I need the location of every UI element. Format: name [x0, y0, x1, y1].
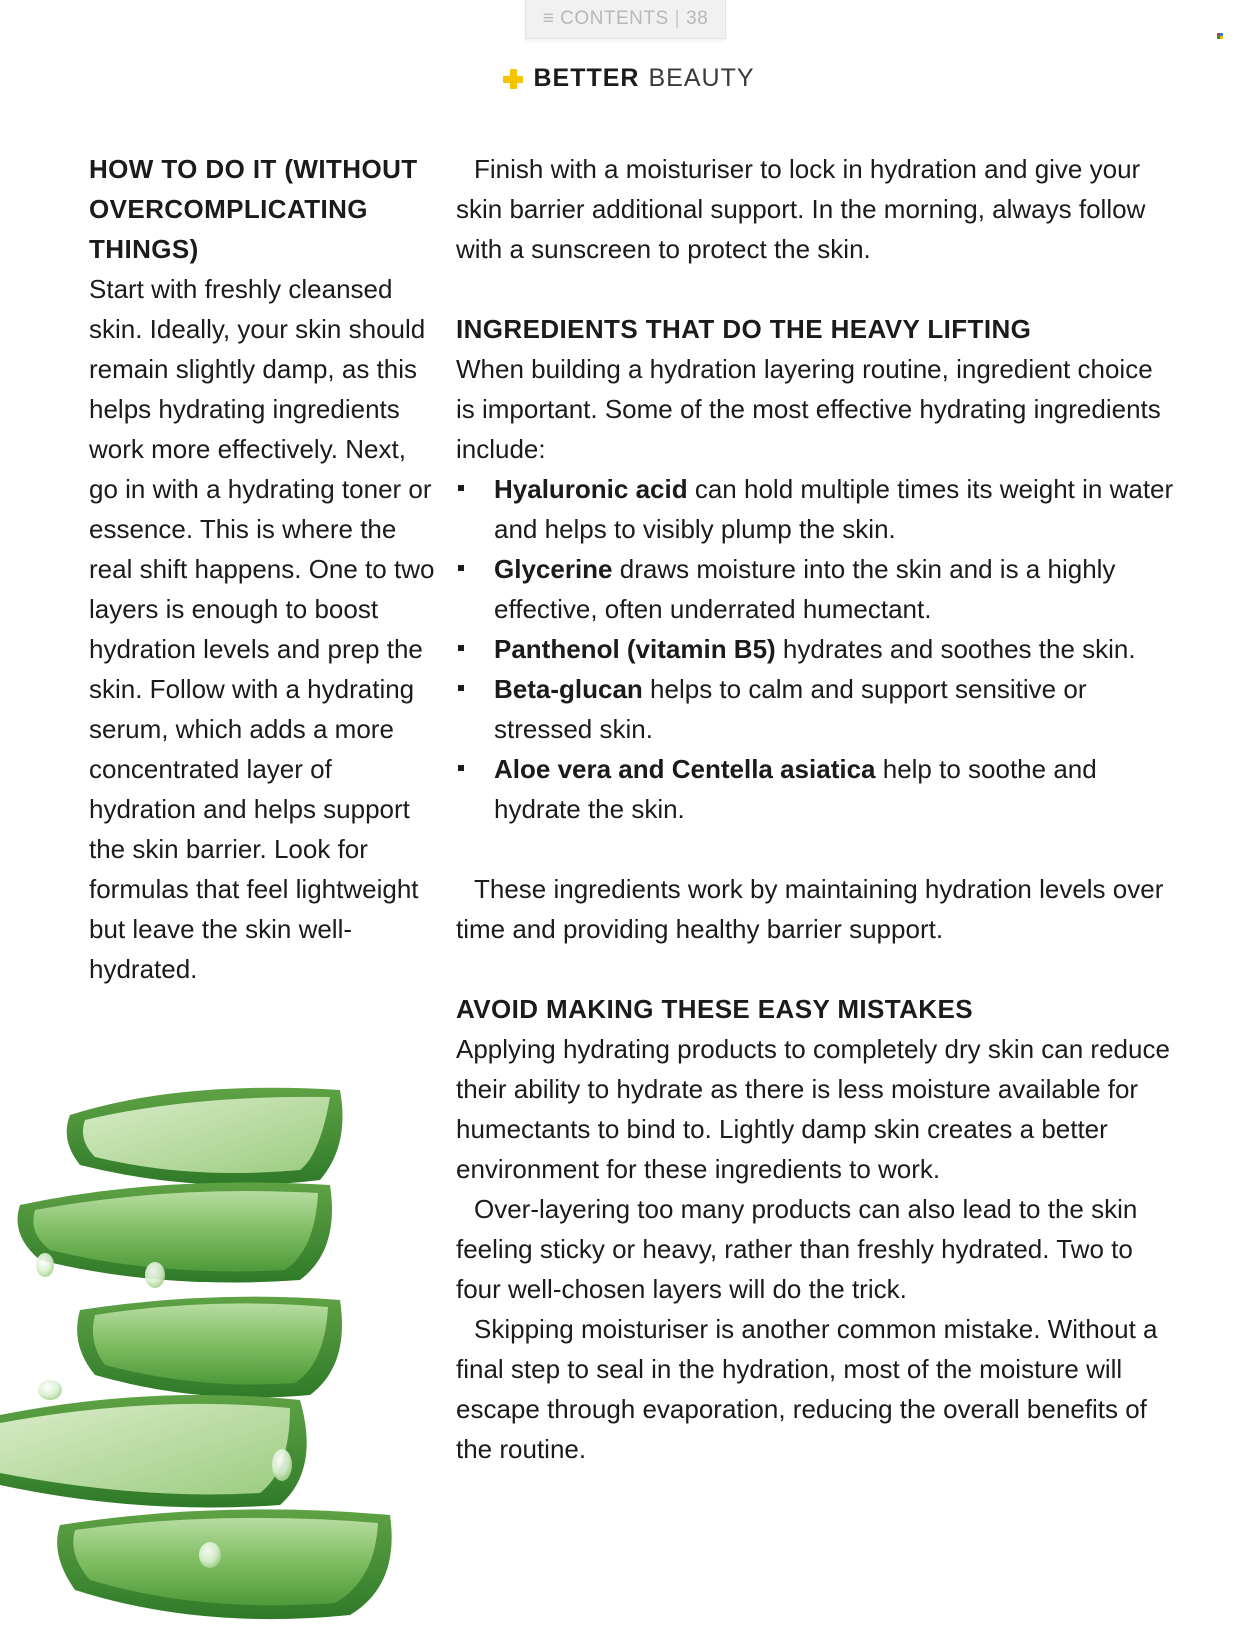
ingredients-outro: These ingredients work by maintaining hydration levels over time and providing healthy barrier support. — [456, 874, 1164, 944]
spacer — [456, 949, 1176, 989]
ingredient-text: helps to calm and support sensitive or stressed skin. — [494, 674, 1087, 744]
mistakes-paragraph: Over-layering too many products can also lead to the skin feeling sticky or heavy, rather than freshly hydrated. Two to four well-chosen layers will do the trick. — [456, 1194, 1138, 1304]
page-number: 38 — [686, 8, 709, 29]
how-to-heading: HOW TO DO IT (WITHOUT OVERCOMPLICATING THINGS) — [89, 154, 418, 264]
spacer — [456, 269, 1176, 309]
ingredient-name: Beta-glucan — [494, 674, 643, 704]
ingredient-name: Panthenol (vitamin B5) — [494, 634, 776, 664]
list-item — [456, 549, 1176, 629]
list-item — [456, 469, 1176, 549]
mistakes-paragraph: Applying hydrating products to completely dry skin can reduce their ability to hydrate as there is less moisture available for humectants to bind to. Lightly damp skin creates a better environment for these ingredients to work. — [456, 1034, 1170, 1184]
left-column — [89, 149, 439, 989]
intro-paragraph: Finish with a moisturiser to lock in hydration and give your skin barrier additional support. In the morning, always follow with a sunscreen to protect the skin. — [456, 154, 1146, 264]
how-to-body: Start with freshly cleansed skin. Ideally, your skin should remain slightly damp, as this helps hydrating ingredients work more effectively. Next, go in with a hydrating toner or essence. This is where the real shift happens. One to two layers is enough to boost hydration levels and prep the skin. Follow with a hydrating serum, which adds a more concentrated layer of hydration and helps support the skin barrier. Look for formulas that feel lightweight but leave the skin well-hydrated. — [89, 274, 435, 984]
ingredient-name: Glycerine — [494, 554, 613, 584]
aloe-vera-image — [0, 1085, 440, 1637]
ingredients-intro: When building a hydration layering routine, ingredient choice is important. Some of the most effective hydrating ingredients include: — [456, 354, 1161, 464]
ingredient-text: help to soothe and hydrate the skin. — [494, 754, 1097, 824]
brand-light: BEAUTY — [648, 64, 755, 92]
mistakes-paragraph: Skipping moisturiser is another common mistake. Without a final step to seal in the hydration, most of the moisture will escape through evaporation, reducing the overall benefits of the routine. — [456, 1314, 1158, 1464]
mistakes-heading: AVOID MAKING THESE EASY MISTAKES — [456, 994, 973, 1024]
right-column — [456, 149, 1176, 1469]
ingredient-name: Hyaluronic acid — [494, 474, 688, 504]
nav-divider: | — [674, 8, 681, 29]
list-item — [456, 669, 1176, 749]
list-item — [456, 629, 1176, 669]
ingredients-heading: INGREDIENTS THAT DO THE HEAVY LIFTING — [456, 314, 1032, 344]
ingredient-text: hydrates and soothes the skin. — [775, 634, 1136, 664]
section-header — [0, 64, 1250, 93]
contents-label: ≡ CONTENTS — [542, 8, 669, 29]
brand-bold: BETTER — [533, 64, 640, 92]
ingredient-text: can hold multiple times its weight in water and helps to visibly plump the skin. — [494, 474, 1174, 544]
ingredient-name: Aloe vera and Centella asiatica — [494, 754, 876, 784]
list-item — [456, 749, 1176, 829]
plus-icon — [503, 69, 523, 89]
ingredients-list — [456, 469, 1176, 829]
ingredient-text: draws moisture into the skin and is a highly effective, often underrated humectant. — [494, 554, 1116, 624]
corner-color-mark — [1217, 33, 1224, 40]
contents-nav-button[interactable] — [525, 0, 726, 39]
spacer — [456, 829, 1176, 869]
